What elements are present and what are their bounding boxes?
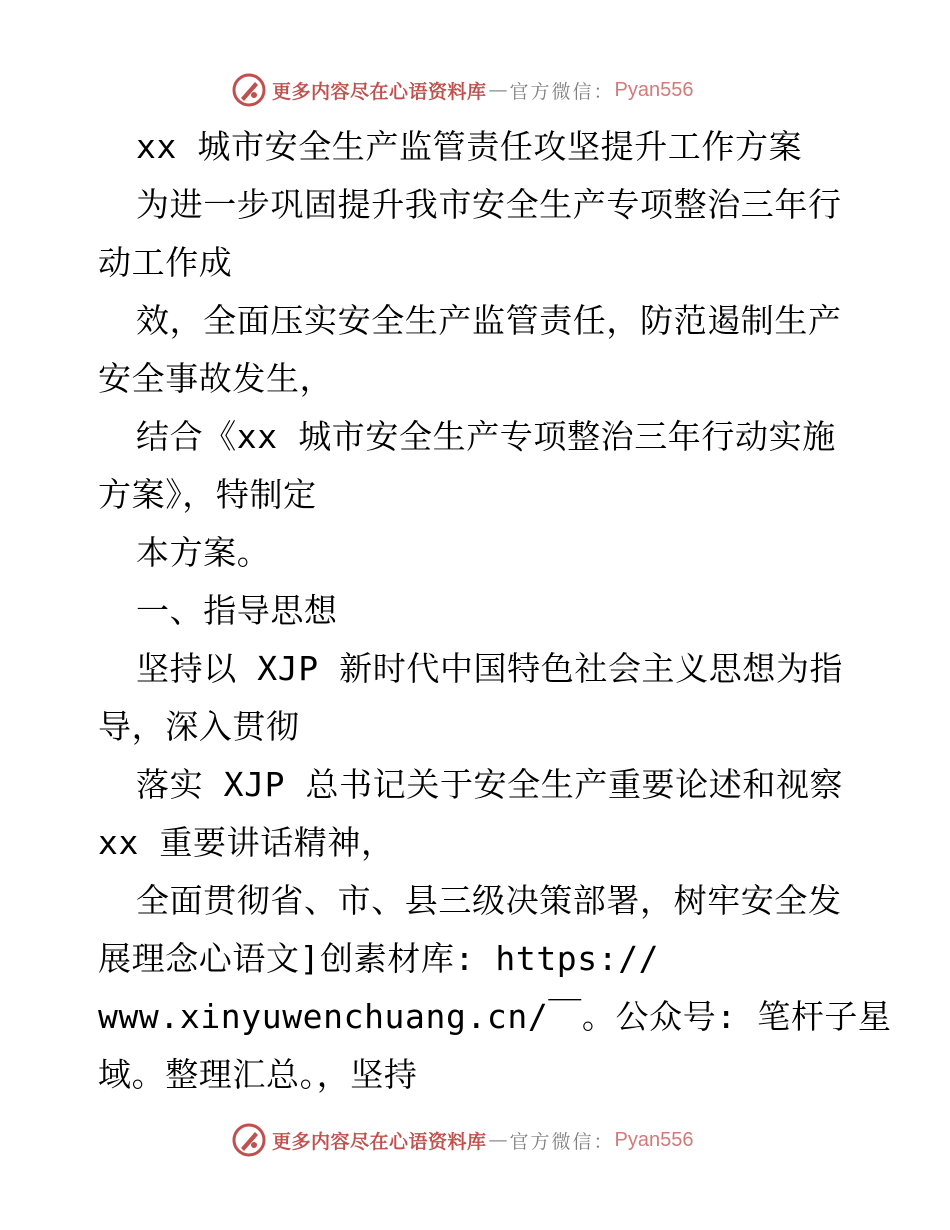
- footer-watermark-banner: [232, 1120, 694, 1160]
- paragraph-line: 本方案。: [136, 533, 271, 572]
- paragraph-line: 效，全面压实安全生产监管责任，防范遏制生产: [136, 301, 842, 340]
- section-heading: 一、指导思想: [136, 591, 338, 630]
- paragraph-line: 结合《xx 城市安全生产专项整治三年行动实施: [136, 417, 836, 456]
- paragraph-line: 落实 XJP 总书记关于安全生产重要论述和视察: [136, 765, 844, 804]
- paragraph-line: www.xinyuwenchuang.cn/￣。公众号: 笔杆子星: [98, 997, 892, 1036]
- pen-logo-icon: [232, 73, 266, 107]
- document-body: [98, 118, 892, 1104]
- paragraph-line: 坚持以 XJP 新时代中国特色社会主义思想为指: [136, 649, 844, 688]
- paragraph-line: 展理念心语文]创素材库: https://: [98, 939, 660, 978]
- paragraph-line: 安全事故发生，: [98, 359, 334, 398]
- banner-separator: —: [488, 1129, 508, 1151]
- document-title: xx 城市安全生产监管责任攻坚提升工作方案: [136, 127, 803, 166]
- paragraph-line: 为进一步巩固提升我市安全生产专项整治三年行: [136, 185, 842, 224]
- banner-promo-text: 更多内容尽在心语资料库: [272, 1130, 487, 1153]
- banner-official-label: 官方微信：: [509, 80, 615, 103]
- paragraph-line: 方案》，特制定: [98, 475, 317, 514]
- paragraph-line: xx 重要讲话精神，: [98, 823, 395, 862]
- header-watermark-banner: [232, 70, 694, 110]
- banner-separator: —: [488, 79, 508, 101]
- paragraph-line: 动工作成: [98, 243, 233, 282]
- banner-wechat-id: Pyan556: [614, 78, 694, 101]
- paragraph-line: 域。整理汇总。，坚持: [98, 1055, 418, 1094]
- banner-official-label: 官方微信：: [509, 1130, 615, 1153]
- paragraph-line: 全面贯彻省、市、县三级决策部署，树牢安全发: [136, 881, 842, 920]
- paragraph-line: 导，深入贯彻: [98, 707, 300, 746]
- pen-logo-icon: [232, 1123, 266, 1157]
- banner-promo-text: 更多内容尽在心语资料库: [272, 80, 487, 103]
- banner-wechat-id: Pyan556: [614, 1128, 694, 1151]
